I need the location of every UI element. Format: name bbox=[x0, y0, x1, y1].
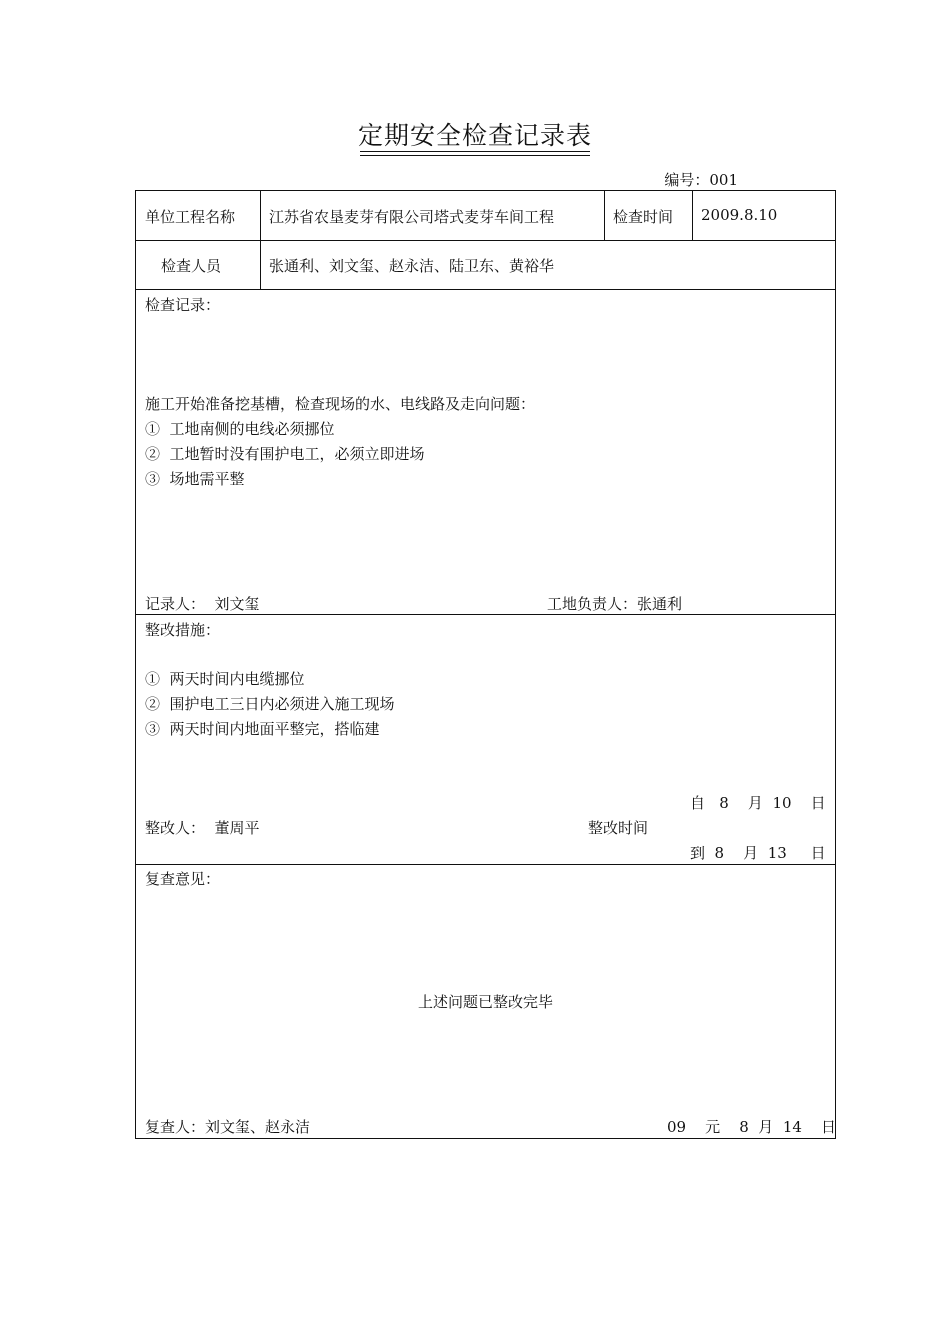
row-divider bbox=[136, 240, 835, 241]
record-item: ① 工地南侧的电线必须挪位 bbox=[145, 420, 335, 438]
page-title: 定期安全检查记录表 bbox=[357, 121, 592, 150]
rectification-person: 整改人： 董周平 bbox=[145, 819, 260, 837]
rectification-to-date: 到 8 月 13 日 bbox=[690, 844, 826, 862]
row-divider bbox=[136, 614, 835, 615]
review-label: 复查意见： bbox=[145, 870, 221, 888]
serial-number: 编号：001 bbox=[664, 171, 738, 189]
title-underline bbox=[360, 151, 590, 152]
column-divider bbox=[692, 191, 693, 240]
rectification-item: ① 两天时间内电缆挪位 bbox=[145, 670, 305, 688]
project-name-label: 单位工程名称 bbox=[145, 208, 236, 226]
inspection-time-label: 检查时间 bbox=[613, 208, 674, 226]
inspection-form-table bbox=[135, 190, 836, 1139]
record-item: ② 工地暂时没有围护电工，必须立即进场 bbox=[145, 445, 425, 463]
row-divider bbox=[136, 864, 835, 865]
recorder: 记录人： 刘文玺 bbox=[145, 595, 260, 613]
review-date: 09 元 8 月 14 日 bbox=[667, 1118, 837, 1136]
inspectors-value: 张通利、刘文玺、赵永洁、陆卫东、黄裕华 bbox=[269, 257, 555, 275]
column-divider bbox=[260, 191, 261, 289]
project-name-value: 江苏省农垦麦芽有限公司塔式麦芽车间工程 bbox=[269, 208, 555, 226]
record-intro: 施工开始准备挖基槽，检查现场的水、电线路及走向问题： bbox=[145, 395, 536, 413]
column-divider bbox=[604, 191, 605, 240]
reviewers: 复查人：刘文玺、赵永洁 bbox=[145, 1118, 311, 1136]
rectification-from-date: 自 8 月 10 日 bbox=[690, 794, 826, 812]
record-item: ③ 场地需平整 bbox=[145, 470, 245, 488]
rectification-item: ③ 两天时间内地面平整完，搭临建 bbox=[145, 720, 380, 738]
rectification-item: ② 围护电工三日内必须进入施工现场 bbox=[145, 695, 395, 713]
title-underline-inner bbox=[360, 155, 590, 156]
rectification-time-label: 整改时间 bbox=[588, 819, 649, 837]
record-label: 检查记录： bbox=[145, 296, 221, 314]
inspectors-label: 检查人员 bbox=[161, 257, 222, 275]
row-divider bbox=[136, 289, 835, 290]
rectification-label: 整改措施： bbox=[145, 621, 221, 639]
site-manager: 工地负责人：张通利 bbox=[547, 595, 683, 613]
review-conclusion: 上述问题已整改完毕 bbox=[417, 993, 553, 1011]
inspection-time-value: 2009.8.10 bbox=[701, 206, 778, 224]
